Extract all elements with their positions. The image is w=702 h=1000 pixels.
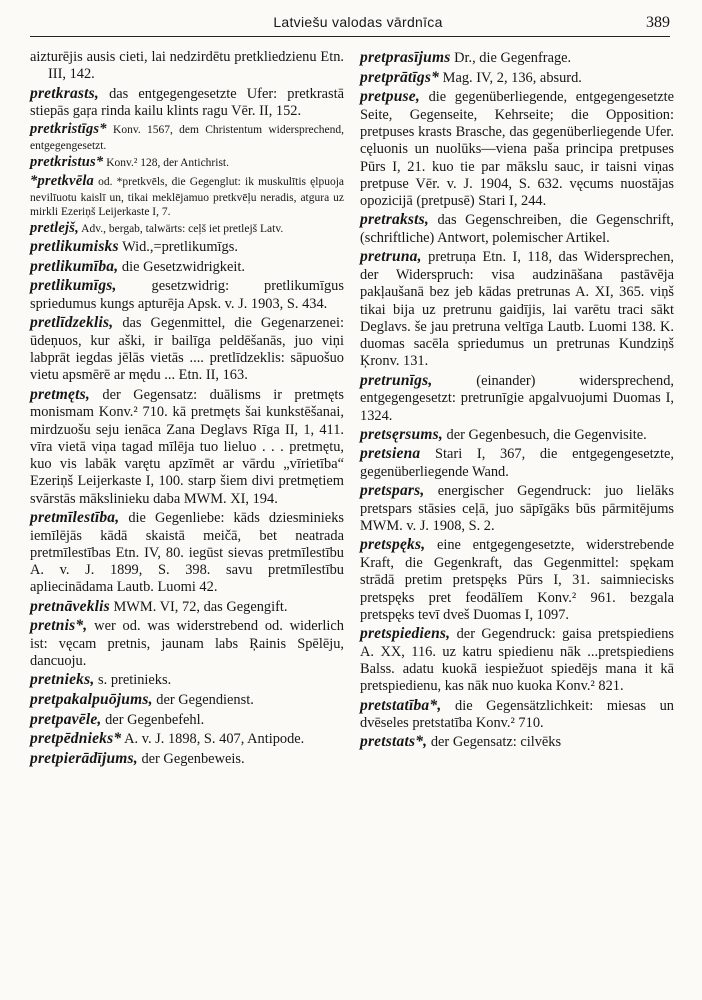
entry-headword: pretstatība*, <box>360 696 442 714</box>
entry-definition: energischer Gegendruck: juo lielāks pretspars stāsies ceļā, juo sāpīgāks būs pārmitējums MWM. v. J. 1908, S. 2. <box>360 483 674 535</box>
entry-definition: die Gegensätzlichkeit: miesas un dvēseles pretstatība Konv.² 710. <box>360 697 674 732</box>
entry-definition: das Gegenmittel, die Gegenarzenei: ūdeņuos, kur aški, ir bailīga peldēšanās, juo viņi labprāt iegdas jēlās vietās .... pretlīdzeklis: sāpuošuo vietu apsmērē ar mędu ... Etn. II, 163. <box>30 315 344 384</box>
entry-headword: pretlikumība, <box>30 257 119 275</box>
dictionary-entry <box>360 536 674 624</box>
entry-definition: der Gegensatz: cilvēks <box>430 734 562 751</box>
entry-definition: pretruņa Etn. I, 118, das Widersprechen, der Widerspruch: visa audzināšana pastāvēja pakļaušanā bez jeb kādas pretrunas A. XI, 365. viņš tikai bija uz pretrunu gaidījis, lai varētu traci sākt Deglavs. še jau pretruna veltīga Lautb. Luomi 138. K. duomas sacēla spriedumus un pretrunas Kundziņš Ķronv. 131. <box>360 249 674 370</box>
entry-definition: der Gegenbeweis. <box>141 750 245 767</box>
entry-headword: pretlikumīgs, <box>30 277 117 295</box>
dictionary-entry <box>30 121 344 153</box>
dictionary-entry <box>30 314 344 384</box>
entry-headword: pretruna, <box>360 248 422 266</box>
entry-definition: der Gegenbesuch, die Gegenvisite. <box>446 426 647 443</box>
dictionary-entry <box>30 238 344 257</box>
entry-headword: pretnieks, <box>30 671 95 689</box>
entry-headword: pretkristīgs* <box>30 121 107 138</box>
entry-definition: Adv., bergab, talwärts: ceļš iet pretlejš Latv. <box>81 222 284 235</box>
entry-definition: s. pretinieks. <box>98 672 172 689</box>
page-number: 389 <box>646 14 670 31</box>
dictionary-entry <box>360 482 674 535</box>
dictionary-entry <box>30 258 344 277</box>
entry-definition: Wid.,=pretlikumīgs. <box>122 239 238 256</box>
dictionary-entry <box>360 426 674 445</box>
dictionary-entry <box>30 49 344 84</box>
entry-headword: pretkrasts, <box>30 84 99 102</box>
entry-definition: Dr., die Gegenfrage. <box>454 50 572 66</box>
entry-definition: die gegenüberliegende, entgegengesetzte Seite, Gegenseite, Kehrseite; die Opposition: pretpuses krasts Brasche, das gegenüberliegende Ufer. cęluonis un nuolūks—viena paša principa pretpuses Pūrs I, 21. kuo tie par mākslu sauc, ir taisni viņas pretpuse Vēr. v. J. 1904, S. 632. vęcums nuostājas opozicijā (pretpusē) Stari I, 244. <box>360 89 674 210</box>
entry-headword: pretnāveklis <box>30 597 110 615</box>
dictionary-entry <box>360 69 674 88</box>
page-header <box>30 14 670 37</box>
dictionary-entry <box>30 691 344 710</box>
entry-definition: Mag. IV, 2, 136, absurd. <box>442 69 582 86</box>
entry-headword: pretspars, <box>360 482 425 500</box>
entry-headword: pretnis*, <box>30 617 88 635</box>
entry-headword: pretsęrsums, <box>360 425 443 443</box>
entry-definition: wer od. was widerstrebend od. widerlich ist: vęcam pretnis, jaunam labs Ŗainis Spēlēju, dancuoju. <box>30 618 344 670</box>
dictionary-entry <box>360 697 674 733</box>
entry-definition: MWM. VI, 72, das Gegengift. <box>113 598 288 615</box>
entry-headword: pretprātīgs* <box>360 68 440 86</box>
dictionary-entry <box>360 372 674 425</box>
entry-definition: das entgegengesetzte Ufer: pretkrastā stiepās gaŗa rinda kailu klints ragu Vēr. II, 152. <box>30 85 344 120</box>
running-title: Latviešu valodas vārdnīca <box>273 14 443 30</box>
entry-definition: der Gegendruck: gaisa pretspiediens A. XX, 116. uz katru spiedienu nāk ...pretspiediens Balss. adatu kuokā iespiežuot spiedējs mana it kā pretspiedienu, kas nāk nuo kuoka Konv.² 821. <box>360 626 674 695</box>
dictionary-entry <box>360 211 674 247</box>
entry-headword: pretspiediens, <box>360 625 451 643</box>
dictionary-entry <box>30 711 344 730</box>
dictionary-entry <box>30 509 344 597</box>
dictionary-entry <box>360 625 674 695</box>
entry-definition: A. v. J. 1898, S. 407, Antipode. <box>124 731 305 748</box>
entry-headword: pretsiena <box>360 445 421 463</box>
entry-headword: pretpavēle, <box>30 710 102 728</box>
dictionary-entry <box>360 88 674 210</box>
entry-definition: eine entgegengesetzte, widerstrebende Kraft, die Gegenkraft, das Gegenmittel: spękam strādā pretim pretspęks Pūrs I, 31. saimniecisks pretspęks pret feodālīem Konv.² 961. bezgala pretspęks tevī dveš Duomas I, 1097. <box>360 537 674 623</box>
dictionary-entry <box>360 49 674 68</box>
entry-headword: pretkristus* <box>30 154 104 171</box>
dictionary-entry <box>30 220 344 238</box>
entry-definition: die Gegenliebe: kāds dziesminieks iemīlējās kādā skaistā meičā, bet neatrada pretmīlestības Etn. IV, 80. iegūst sievas pretmīlestību A. v. J. 1899, S. 398. savu pretmīlestību apliecinādama Lautb. Luomi 42. <box>30 510 344 596</box>
text-columns <box>30 49 678 769</box>
entry-headword: pretspęks, <box>360 536 426 554</box>
dictionary-entry <box>30 730 344 749</box>
entry-definition: Konv. 1567, dem Christentum widersprechend, entgegengesetzt. <box>30 124 344 153</box>
entry-definition: od. *pretkvēls, die Gegenglut: ik muskulītis ęlpuoja nevilīuotu kaislī un, tikai meklējamuo pretkvēļu neradis, atgura uz mirkli Ezeriņš Leijerkaste I, 7. <box>30 175 344 218</box>
entry-definition: der Gegensatz: duālisms ir pretmęts monismam Konv.² 710. kā pretmęts šai kunkstēšanai, mirdzuošu seju ienāca Zana Deglavs Rīga II, 1, 411. vīra vietā viņa tagad mīlēja tuo lieluo . . . pretmętu, kuo vis labāk varętu apzīmēt ar vārdu „vīrietība“ Ezeriņš Leijerkaste I, 100. starp šiem divi pretmętiem svārstās mākslinieku daba MWM. XI, 194. <box>30 386 344 507</box>
dictionary-entry <box>360 248 674 370</box>
dictionary-entry <box>30 750 344 769</box>
entry-headword: pretpierādījums, <box>30 749 138 767</box>
entry-headword: pretlikumisks <box>30 238 119 256</box>
dictionary-entry <box>30 598 344 617</box>
entry-headword: pretstats*, <box>360 733 428 751</box>
left-column <box>30 49 344 769</box>
entry-headword: pretlīdzeklis, <box>30 314 114 332</box>
entry-headword: pretpakalpuōjums, <box>30 691 153 709</box>
entry-definition: gesetzwidrig: pretlikumīgus spriedumus kungs apturēja Apsk. v. J. 1903, S. 434. <box>30 278 344 313</box>
entry-definition: Stari I, 367, die entgegengesetzte, gegenüberliegende Wand. <box>360 446 674 480</box>
dictionary-entry <box>30 277 344 313</box>
entry-definition: das Gegenschreiben, die Gegenschrift, (schriftliche) Antwort, polemischer Artikel. <box>360 212 674 247</box>
entry-definition: die Gesetzwidrigkeit. <box>121 258 245 275</box>
dictionary-entry <box>30 154 344 172</box>
entry-headword: *pretkvēla <box>30 172 95 189</box>
entry-headword: pretpuse, <box>360 88 420 106</box>
entry-headword: pretraksts, <box>360 211 429 229</box>
dictionary-entry <box>30 173 344 219</box>
entry-headword: pretmīlestība, <box>30 509 120 527</box>
entry-headword: pretprasījums <box>360 49 451 66</box>
entry-definition: der Gegenbefehl. <box>105 711 205 728</box>
entry-headword: pretrunīgs, <box>360 371 433 389</box>
dictionary-entry <box>30 671 344 690</box>
dictionary-entry <box>30 386 344 508</box>
entry-definition: (einander) widersprechend, entgegengesetzt: pretrunīgie apgalvuojumi Duomas I, 1324. <box>360 372 674 424</box>
right-column <box>360 49 674 769</box>
dictionary-entry <box>360 733 674 752</box>
dictionary-entry <box>30 617 344 670</box>
entry-headword: pretmęts, <box>30 385 90 403</box>
entry-definition: der Gegendienst. <box>156 692 254 709</box>
entry-definition: Konv.² 128, der Antichrist. <box>106 157 229 170</box>
dictionary-entry <box>30 85 344 121</box>
entry-headword: pretlejš, <box>30 219 79 236</box>
dictionary-entry <box>360 445 674 481</box>
entry-definition: aizturējis ausis cieti, lai nedzirdētu pretkliedzienu Etn. III, 142. <box>30 49 344 83</box>
entry-headword: pretpēdnieks* <box>30 730 122 748</box>
